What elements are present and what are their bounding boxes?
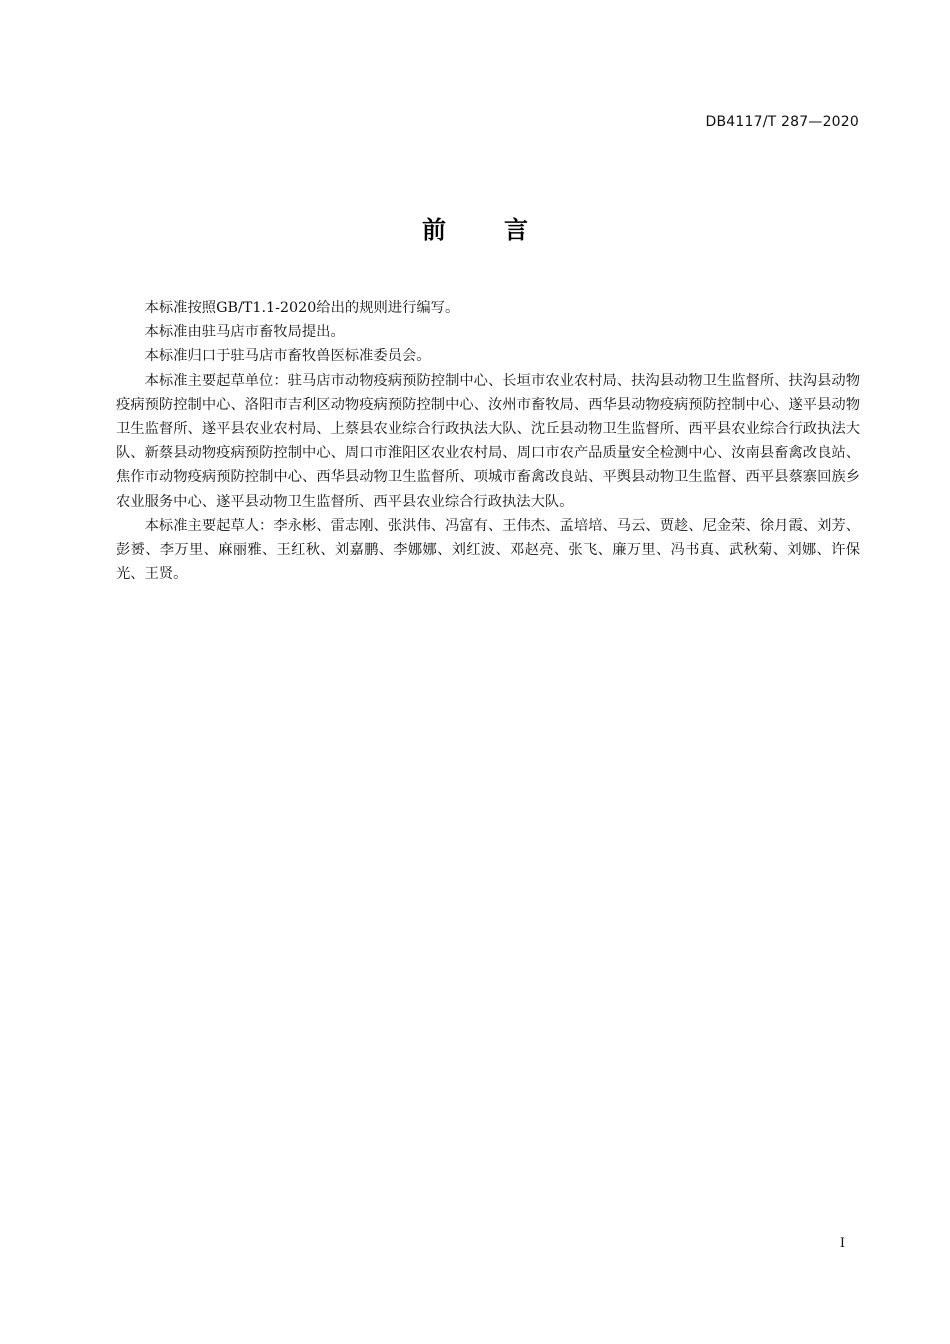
preface-body bbox=[116, 296, 860, 586]
page-number: I bbox=[839, 1236, 845, 1251]
paragraph-drafting-units: 本标准主要起草单位：驻马店市动物疫病预防控制中心、长垣市农业农村局、扶沟县动物卫生监督所、扶沟县动物疫病预防控制中心、洛阳市吉利区动物疫病预防控制中心、汝州市畜牧局、西华县动物疫病预防控制中心、遂平县动物卫生监督所、遂平县农业农村局、上蔡县农业综合行政执法大队、沈丘县动物卫生监督所、西平县农业综合行政执法大队、新蔡县动物疫病预防控制中心、周口市淮阳区农业农村局、周口市农产品质量安全检测中心、汝南县畜禽改良站、焦作市动物疫病预防控制中心、西华县动物卫生监督所、项城市畜禽改良站、平舆县动物卫生监督、西平县蔡寨回族乡农业服务中心、遂平县动物卫生监督所、西平县农业综合行政执法大队。 bbox=[116, 372, 860, 510]
paragraph-drafters: 本标准主要起草人：李永彬、雷志刚、张洪伟、冯富有、王伟杰、孟培培、马云、贾趁、尼金荣、徐月霞、刘芳、彭赟、李万里、麻丽雅、王红秋、刘嘉鹏、李娜娜、刘红波、邓赵亮、张飞、廉万里、冯书真、武秋菊、刘娜、许保光、王贤。 bbox=[116, 517, 860, 583]
title-char-2: 言 bbox=[504, 216, 528, 244]
standard-code: DB4117/T 287—2020 bbox=[705, 114, 859, 130]
paragraph-drafting-rules: 本标准按照GB/T1.1-2020给出的规则进行编写。 bbox=[144, 300, 460, 316]
page-title bbox=[0, 210, 950, 245]
title-char-1: 前 bbox=[422, 216, 446, 244]
paragraph-proposer: 本标准由驻马店市畜牧局提出。 bbox=[144, 324, 345, 341]
paragraph-centralized-unit: 本标准归口于驻马店市畜牧兽医标准委员会。 bbox=[144, 348, 431, 365]
